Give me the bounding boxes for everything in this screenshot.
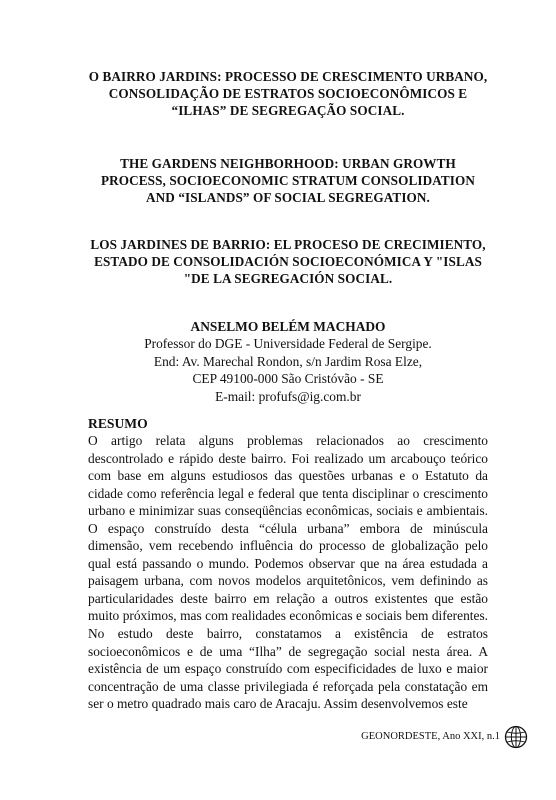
author-address-line-1: End: Av. Marechal Rondon, s/n Jardim Rosa Elze, [153,353,423,369]
title-english: THE GARDENS NEIGHBORHOOD: URBAN GROWTH PROCESS, SOCIOECONOMIC STRATUM CONSOLIDATION AND “ISLANDS” OF SOCIAL SEGREGATION. [101,156,475,205]
abstract-section [88,415,488,713]
abstract-heading: RESUMO [88,416,148,431]
title-spanish: LOS JARDINES DE BARRIO: EL PROCESO DE CRECIMIENTO, ESTADO DE CONSOLIDACIÓN SOCIOECONÓMICA Y "ISLAS "DE LA SEGREGACIÓN SOCIAL. [90,237,486,286]
author-address-line-2: CEP 49100-000 São Cristóvão - SE [192,371,384,387]
author-name: ANSELMO BELÉM MACHADO [190,319,386,334]
journal-citation: GEONORDESTE, Ano XXI, n.1 [361,731,500,742]
author-affiliation: Professor do DGE - Universidade Federal de Sergipe. [144,336,432,352]
page-footer [320,725,540,751]
author-email: E-mail: profufs@ig.com.br [215,388,361,404]
author-info [88,318,488,405]
abstract-body: O artigo relata alguns problemas relacionados ao crescimento descontrolado e rápido deste bairro. Foi realizado um arcabouço teórico com base em alguns estudiosos das questões urbanas e o Estatuto da cidade como referência legal e federal que tenta disciplinar o crescimento urbano e minimizar suas conseqüências econômicas, sociais e ambientais. O espaço construído desta “célula urbana” embora de minúscula dimensão, vem recebendo influência do processo de globalização pelo qual está passando o mundo. Podemos observar que na área estudada a paisagem urbana, com novos modelos arquitetônicos, vem definindo as particularidades deste bairro em relação a outros existentes que estão muito próximos, mas com realidades econômicas e sociais bem diferentes. No estudo deste bairro, constatamos a existência de estratos socioeconômicos e de uma “Ilha” de segregação social nesta área. A existência de um espaço construído com especificidades de luxo e maior concentração de uma classe privilegiada é reforçada pela constatação em ser o metro quadrado mais caro de Aracaju. Assim desenvolvemos este [88,433,488,712]
globe-icon [504,725,528,749]
title-portuguese: O BAIRRO JARDINS: PROCESSO DE CRESCIMENTO URBANO, CONSOLIDAÇÃO DE ESTRATOS SOCIOECONÔMICOS E “ILHAS” DE SEGREGAÇÃO SOCIAL. [88,69,488,118]
